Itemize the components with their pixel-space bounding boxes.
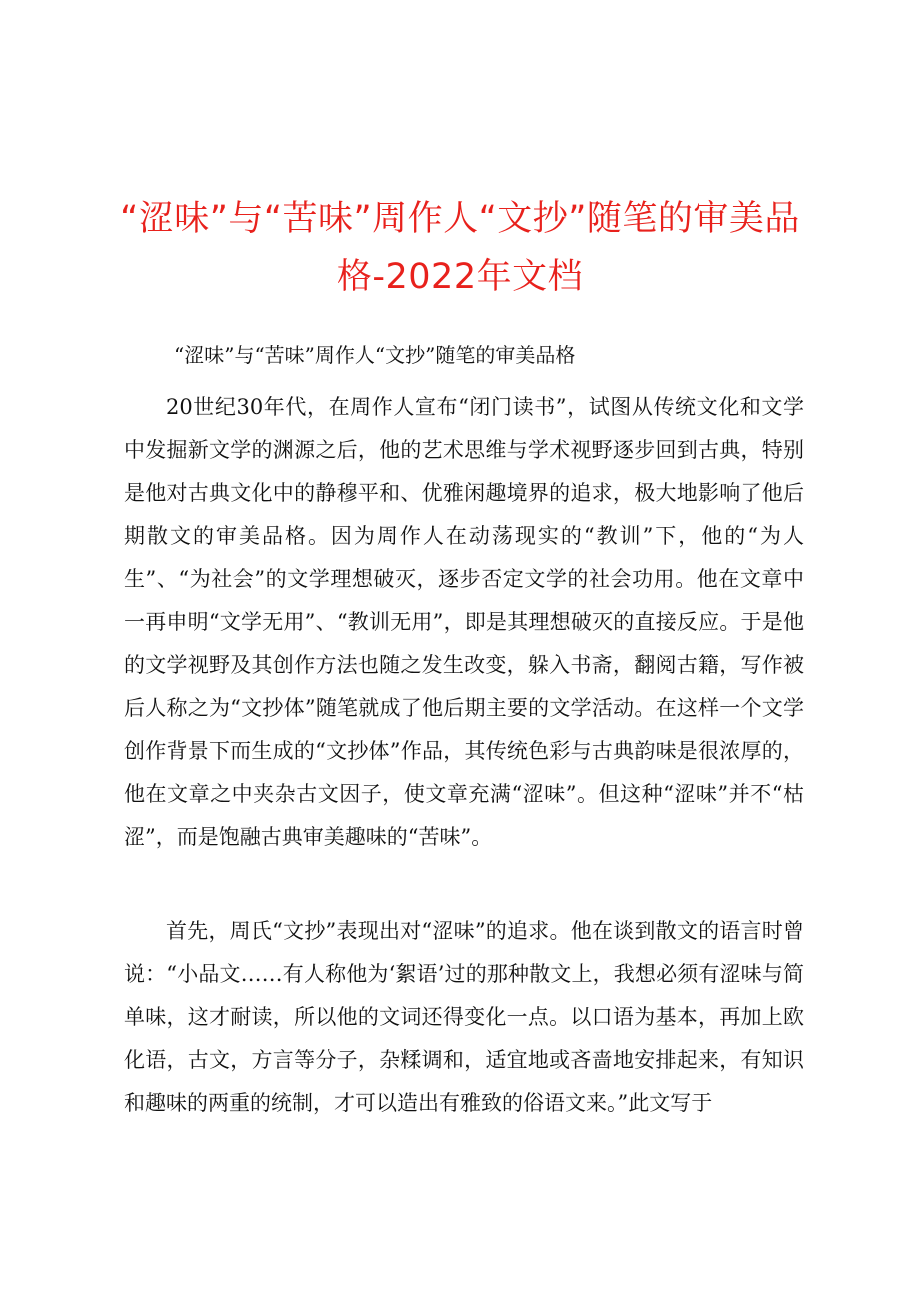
paragraph-1: 20世纪30年代，在周作人宣布“闭门读书”，试图从传统文化和文学中发掘新文学的渊源之后，他的艺术思维与学术视野逐步回到古典，特别是他对古典文化中的静穆平和、优雅闲趣境界的追求，极大地影响了他后期散文的审美品格。因为周作人在动荡现实的“教训”下，他的“为人生”、“为社会”的文学理想破灭，逐步否定文学的社会功用。他在文章中一再申明“文学无用”、“教训无用”，即是其理想破灭的直接反应。于是他的文学视野及其创作方法也随之发生改变，躲入书斋，翻阅古籍，写作被后人称之为“文抄体”随笔就成了他后期主要的文学活动。在这样一个文学创作背景下而生成的“文抄体”作品，其传统色彩与古典韵味是很浓厚的，他在文章之中夹杂古文因子，使文章充满“涩味”。但这种“涩味”并不“枯涩”，而是饱融古典审美趣味的“苦味”。: [124, 395, 804, 849]
paragraph-2: 首先，周氏“文抄”表现出对“涩味”的追求。他在谈到散文的语言时曾说：“小品文……有人称他为‘絮语’过的那种散文上，我想必须有涩味与简单味，这才耐读，所以他的文词还得变化一点。以口语为基本，再加上欧化语，古文，方言等分子，杂糅调和，适宜地或吝啬地安排起来，有知识和趣味的两重的统制，才可以造出有雅致的俗语文来。”此文写于: [124, 919, 804, 1115]
document-title: “涩味”与“苦味”周作人“文抄”随笔的审美品格-2022年文档: [120, 199, 800, 297]
article-subtitle: “涩味”与“苦味”周作人“文抄”随笔的审美品格: [174, 343, 576, 367]
